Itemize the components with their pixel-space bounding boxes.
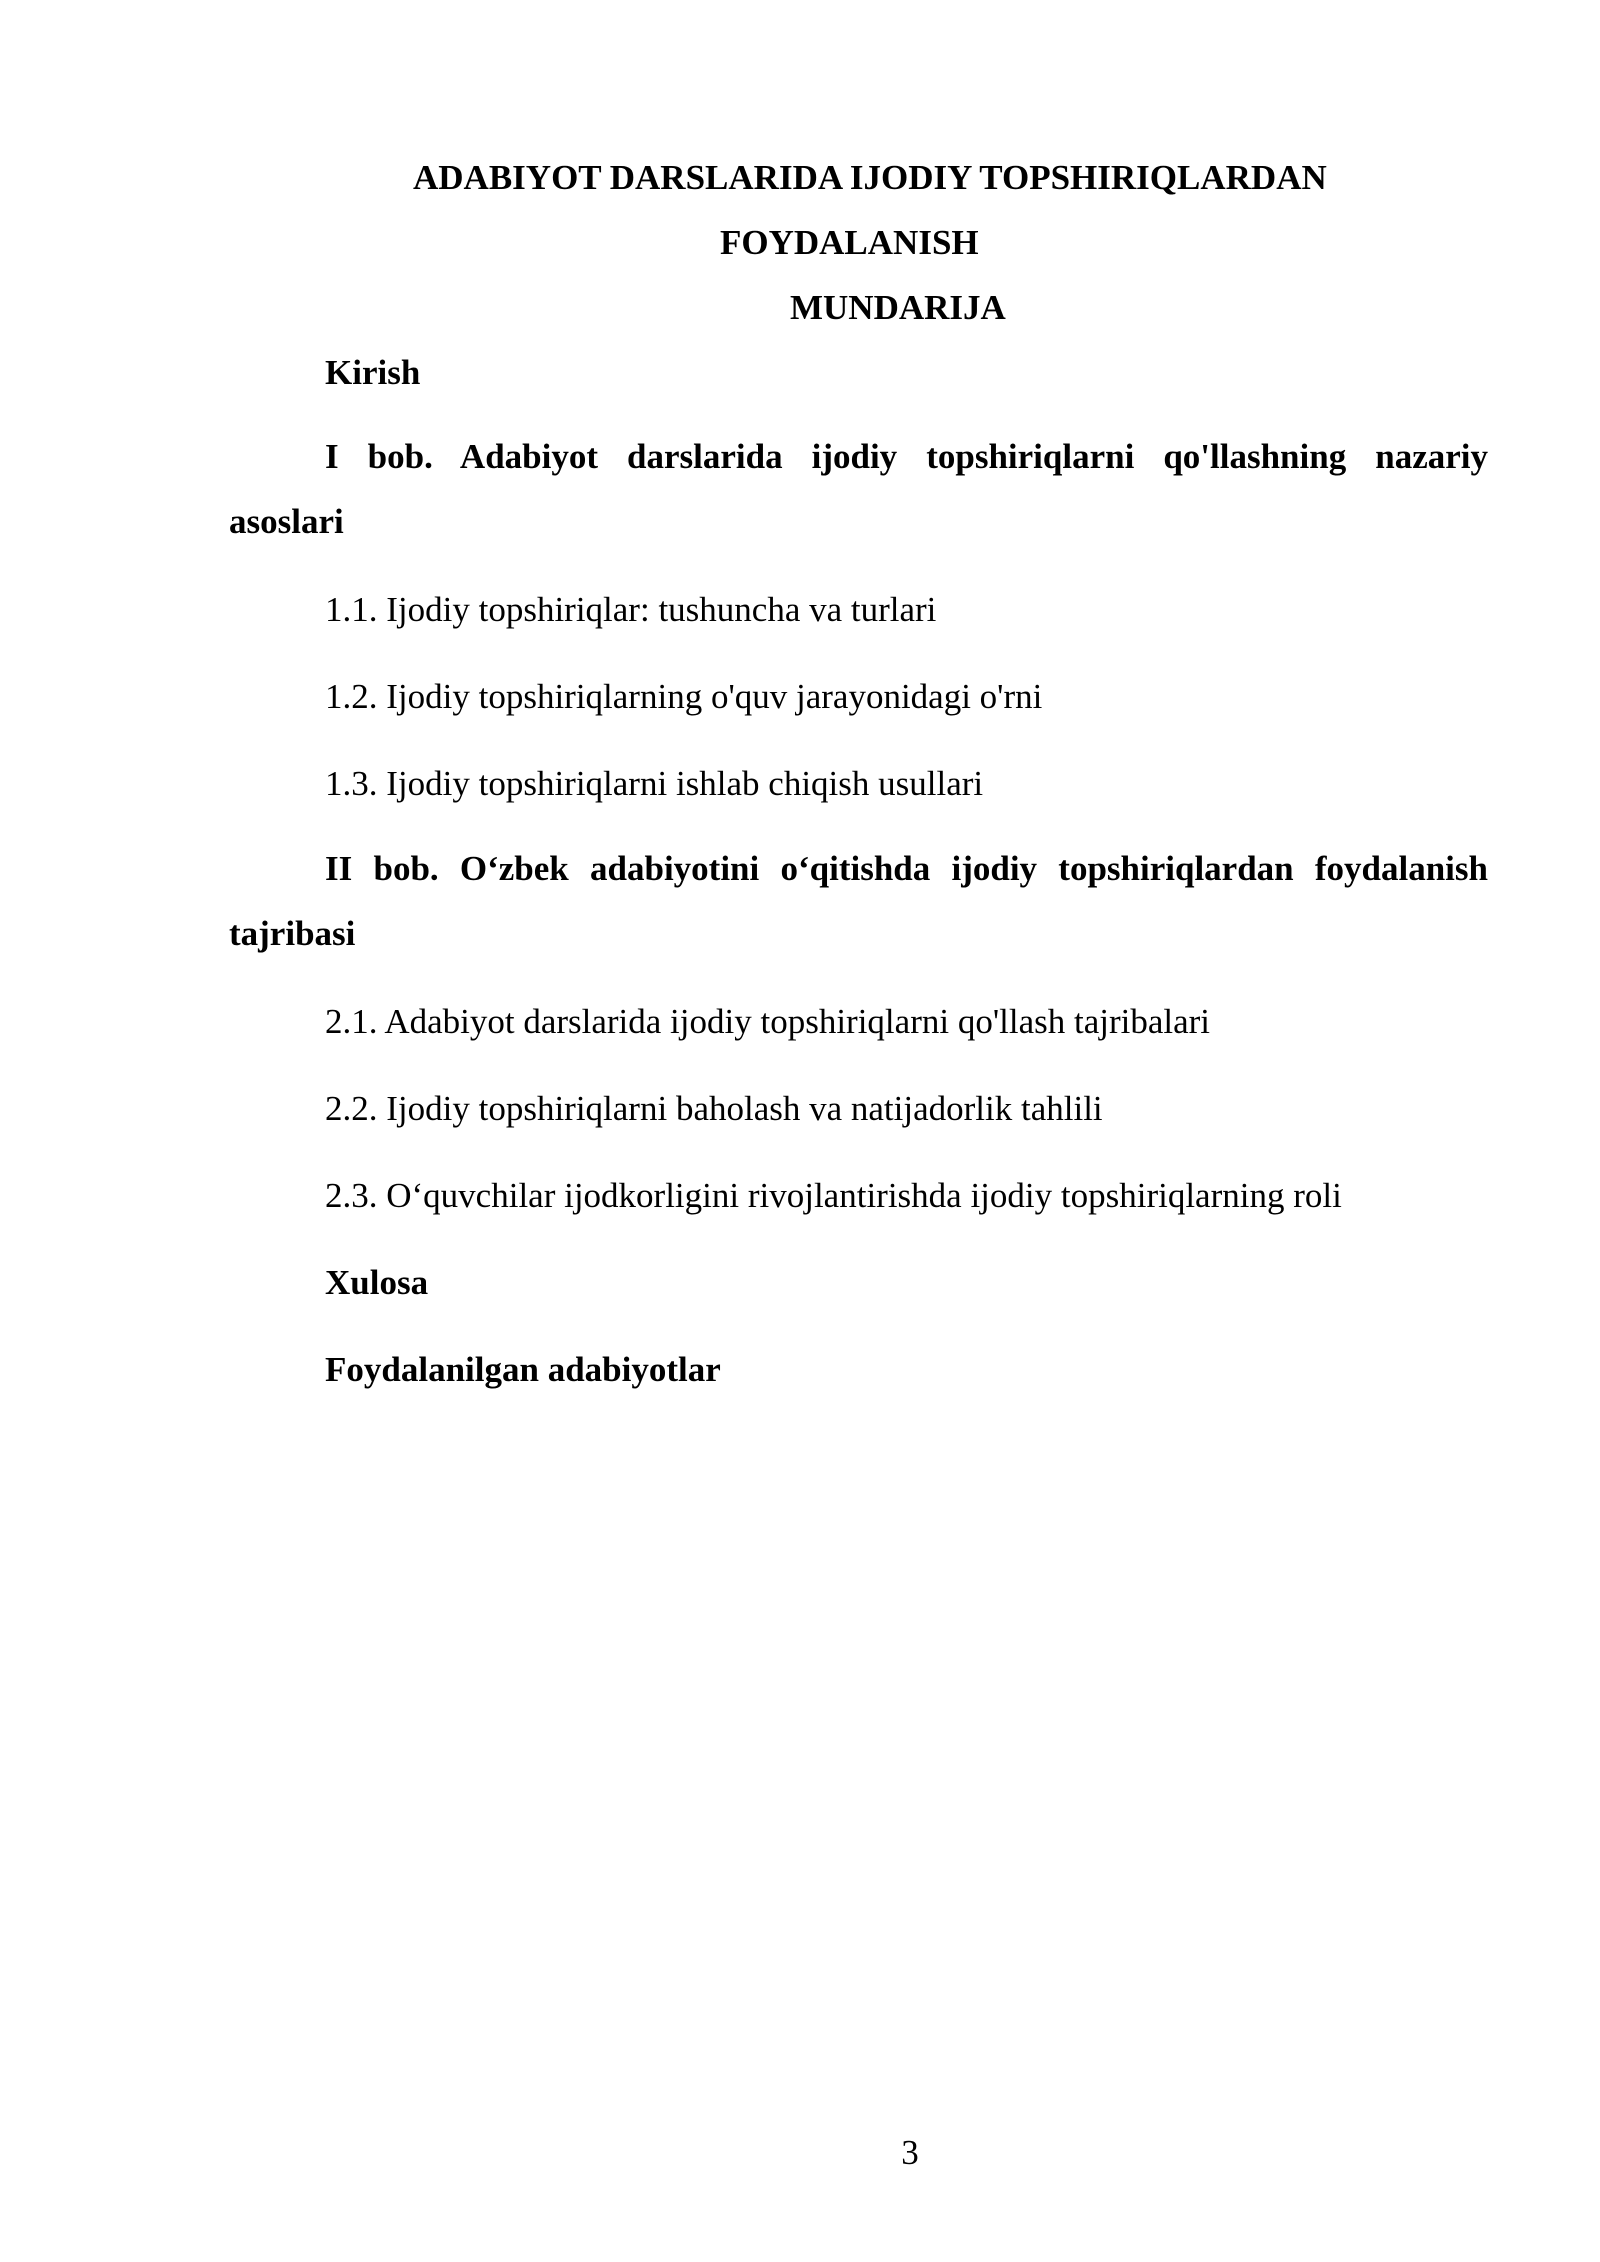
toc-section-1-2: 1.2. Ijodiy topshiriqlarning o'quv jarayonidagi o'rni: [325, 677, 1043, 716]
page-number: 3: [901, 2133, 919, 2172]
toc-chapter-2-title: II bob. O‘zbek adabiyotini o‘qitishda ijodiy topshiriqlardan foydalanish: [325, 849, 1488, 888]
toc-chapter-1: [229, 424, 1488, 554]
document-title-line-2: FOYDALANISH: [720, 223, 979, 262]
toc-section-1-3: 1.3. Ijodiy topshiriqlarni ishlab chiqish usullari: [325, 764, 984, 803]
toc-intro: Kirish: [325, 353, 421, 392]
toc-section-2-1: 2.1. Adabiyot darslarida ijodiy topshiriqlarni qo'llash tajribalari: [325, 1002, 1211, 1041]
toc-references: Foydalanilgan adabiyotlar: [325, 1350, 721, 1389]
contents-heading: MUNDARIJA: [790, 288, 1006, 327]
toc-section-2-2: 2.2. Ijodiy topshiriqlarni baholash va natijadorlik tahlili: [325, 1089, 1103, 1128]
toc-chapter-1-title: I bob. Adabiyot darslarida ijodiy topshiriqlarni qo'llashning nazariy: [325, 437, 1488, 476]
toc-chapter-1-title-continued: asoslari: [229, 502, 344, 541]
toc-chapter-2-title-continued: tajribasi: [229, 914, 356, 953]
document-title-line-1: ADABIYOT DARSLARIDA IJODIY TOPSHIRIQLARDAN: [413, 158, 1327, 197]
toc-section-2-3: 2.3. O‘quvchilar ijodkorligini rivojlantirishda ijodiy topshiriqlarning roli: [325, 1176, 1342, 1215]
toc-conclusion: Xulosa: [325, 1263, 429, 1302]
toc-chapter-2: [229, 836, 1488, 966]
toc-section-1-1: 1.1. Ijodiy topshiriqlar: tushuncha va turlari: [325, 590, 937, 629]
